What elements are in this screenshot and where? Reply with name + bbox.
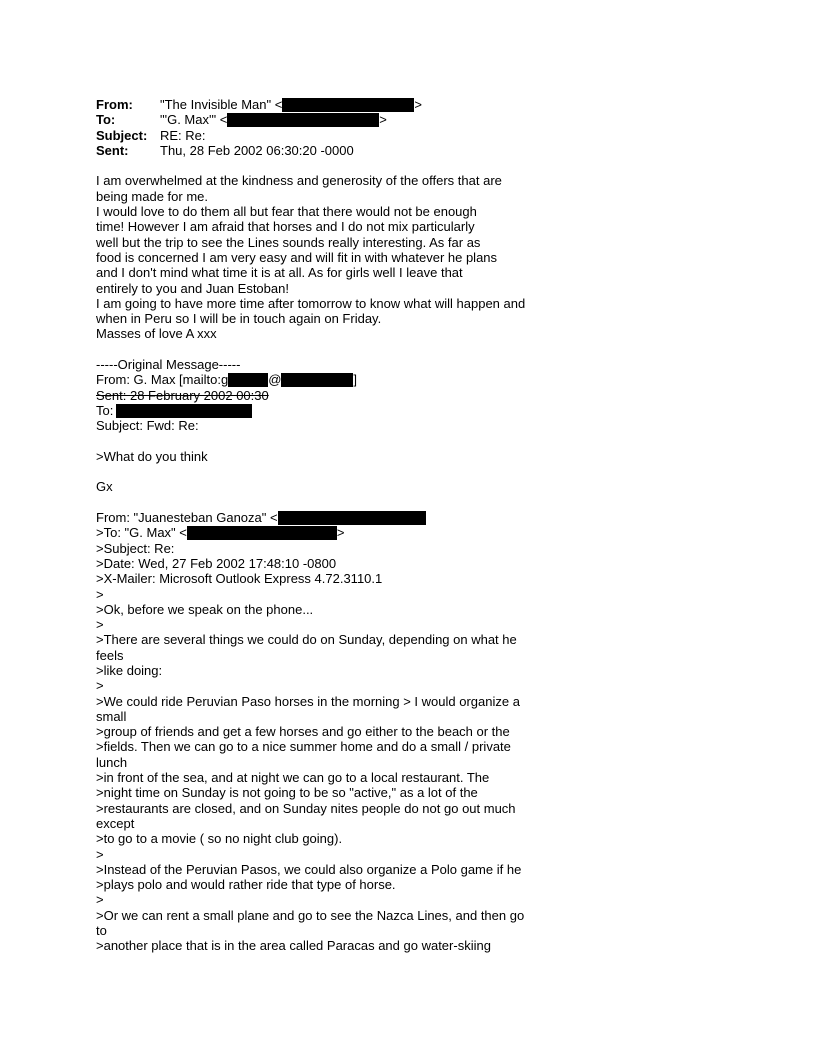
quoted-line: >There are several things we could do on Sunday, depending on what he bbox=[96, 632, 517, 648]
quoted-mailer: >X-Mailer: Microsoft Outlook Express 4.72.3110.1 bbox=[96, 571, 383, 587]
quoted-line: >like doing: bbox=[96, 662, 163, 678]
forward-note: >What do you think bbox=[96, 448, 208, 464]
quoted-line: >restaurants are closed, and on Sunday nites people do not go out much bbox=[96, 800, 516, 816]
quoted-line: lunch bbox=[96, 754, 128, 770]
quoted-from: From: "Juanesteban Ganoza" < bbox=[96, 510, 546, 525]
original-from: From: G. Max [mailto:g @ ] bbox=[96, 372, 358, 388]
quoted-line: >to go to a movie ( so no night club going). bbox=[96, 831, 343, 847]
body-line: I am overwhelmed at the kindness and generosity of the offers that are bbox=[96, 173, 502, 189]
from-label: From: bbox=[96, 97, 133, 112]
quoted-line: >We could ride Peruvian Paso horses in the morning > I would organize a bbox=[96, 693, 520, 709]
quoted-line: > bbox=[96, 892, 104, 908]
quoted-date: >Date: Wed, 27 Feb 2002 17:48:10 -0800 bbox=[96, 555, 337, 571]
body-line: being made for me. bbox=[96, 188, 209, 204]
redaction-bar bbox=[228, 373, 268, 387]
from-header-row bbox=[96, 97, 546, 112]
quoted-line: >Ok, before we speak on the phone... bbox=[96, 601, 314, 617]
sent-value: Thu, 28 Feb 2002 06:30:20 -0000 bbox=[160, 142, 354, 158]
to-value: "'G. Max'" < > bbox=[160, 112, 387, 128]
sent-label: Sent: bbox=[96, 142, 129, 158]
quoted-line: >plays polo and would rather ride that type of horse. bbox=[96, 877, 396, 893]
signoff: Gx bbox=[96, 479, 113, 495]
to-label: To: bbox=[96, 112, 116, 128]
to-header-row bbox=[96, 112, 546, 127]
quoted-message-body bbox=[96, 587, 546, 954]
body-line: entirely to you and Juan Estoban! bbox=[96, 280, 289, 296]
redaction-bar bbox=[227, 113, 379, 127]
quoted-line: > bbox=[96, 678, 104, 694]
quoted-line: small bbox=[96, 708, 127, 724]
quoted-line: > bbox=[96, 617, 104, 633]
sent-header-row bbox=[96, 143, 546, 158]
quoted-line: >Instead of the Peruvian Pasos, we could also organize a Polo game if he bbox=[96, 861, 522, 877]
redaction-bar bbox=[282, 98, 414, 112]
quoted-line: > bbox=[96, 586, 104, 602]
from-value: "The Invisible Man" < > bbox=[160, 97, 422, 112]
original-to: To: bbox=[96, 403, 546, 418]
quoted-line: to bbox=[96, 923, 107, 939]
quoted-line: >night time on Sunday is not going to be so "active," as a lot of the bbox=[96, 785, 478, 801]
original-message-divider: -----Original Message----- bbox=[96, 357, 241, 373]
body-line: time! However I am afraid that horses and I do not mix particularly bbox=[96, 219, 475, 235]
body-line: and I don't mind what time it is at all. As for girls well I leave that bbox=[96, 265, 463, 281]
original-sent: Sent: 28 February 2002 00:30 bbox=[96, 387, 269, 403]
original-subject: Subject: Fwd: Re: bbox=[96, 418, 199, 434]
body-line: I am going to have more time after tomorrow to know what will happen and bbox=[96, 295, 526, 311]
quoted-line: feels bbox=[96, 647, 124, 663]
quoted-line: >fields. Then we can go to a nice summer home and do a small / private bbox=[96, 739, 511, 755]
quoted-line: >group of friends and get a few horses and go either to the beach or the bbox=[96, 724, 510, 740]
body-line: I would love to do them all but fear that there would not be enough bbox=[96, 204, 477, 220]
body-line: well but the trip to see the Lines sounds really interesting. As far as bbox=[96, 234, 481, 250]
quoted-to: >To: "G. Max" < > bbox=[96, 525, 345, 541]
message-body bbox=[96, 173, 546, 341]
redaction-bar bbox=[278, 511, 426, 525]
quoted-subject: >Subject: Re: bbox=[96, 540, 175, 556]
body-line: when in Peru so I will be in touch again on Friday. bbox=[96, 311, 382, 327]
subject-label: Subject: bbox=[96, 127, 148, 143]
quoted-line: >another place that is in the area called Paracas and go water-skiing bbox=[96, 938, 491, 954]
redaction-bar bbox=[281, 373, 353, 387]
body-line: Masses of love A xxx bbox=[96, 326, 217, 342]
subject-header-row bbox=[96, 128, 546, 143]
quoted-line: >Or we can rent a small plane and go to see the Nazca Lines, and then go bbox=[96, 907, 525, 923]
subject-value: RE: Re: bbox=[160, 127, 206, 143]
quoted-line: >in front of the sea, and at night we can go to a local restaurant. The bbox=[96, 770, 490, 786]
redaction-bar bbox=[187, 526, 337, 540]
email-document bbox=[96, 97, 546, 954]
quoted-line: except bbox=[96, 815, 135, 831]
body-line: food is concerned I am very easy and will fit in with whatever he plans bbox=[96, 249, 498, 265]
quoted-line: > bbox=[96, 846, 104, 862]
redaction-bar bbox=[116, 404, 252, 418]
